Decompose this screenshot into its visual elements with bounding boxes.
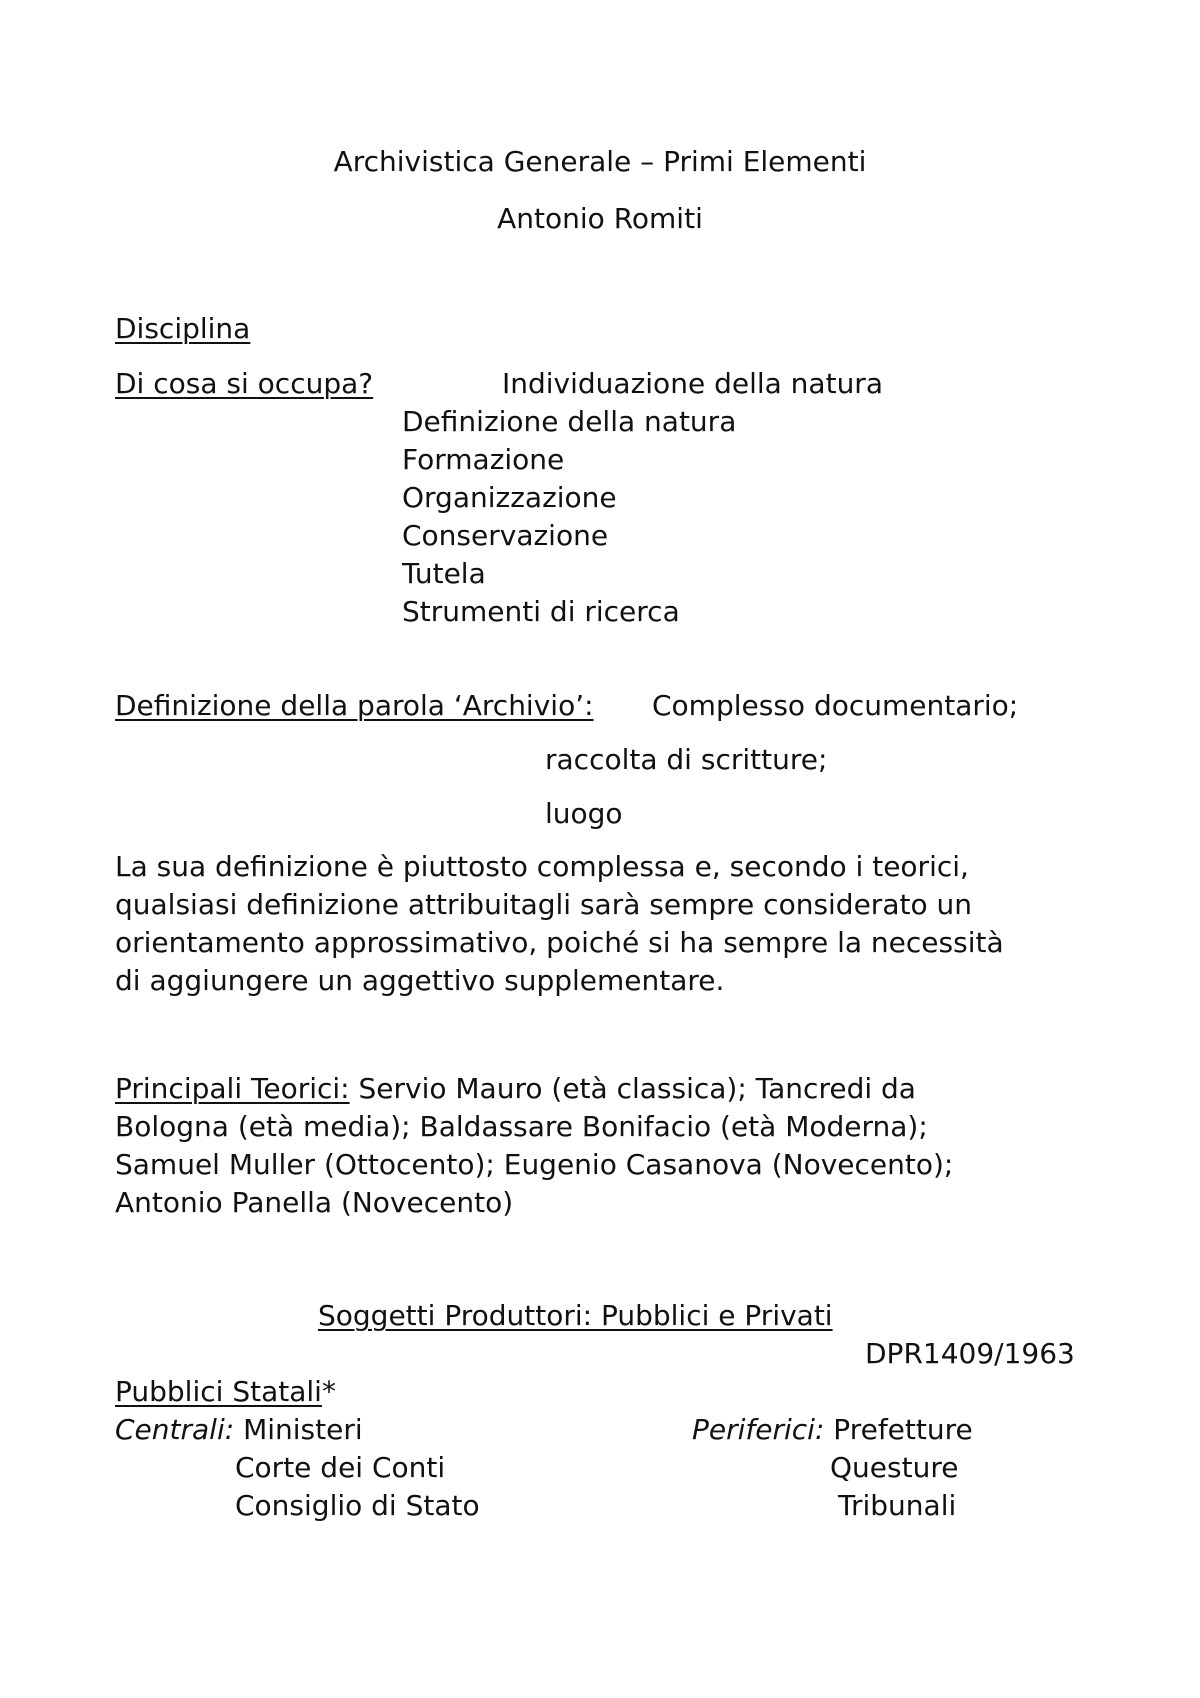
pubblici-statali-label: Pubblici Statali — [115, 1375, 322, 1408]
disciplina-item: Formazione — [402, 443, 565, 476]
definizione-paragraph-line: orientamento approssimativo, poiché si ha sempre la necessità — [115, 926, 1004, 959]
teorici-first-line — [115, 1072, 916, 1105]
centrali-item: Corte dei Conti — [235, 1451, 446, 1484]
centrali-item: Ministeri — [243, 1413, 363, 1446]
asterisk-mark: * — [321, 1375, 336, 1408]
disciplina-question: Di cosa si occupa? — [115, 367, 374, 400]
definizione-meaning: luogo — [545, 797, 623, 830]
centrali-label: Centrali: — [115, 1413, 235, 1446]
disciplina-item: Tutela — [402, 557, 486, 590]
centrali-item: Consiglio di Stato — [235, 1489, 480, 1522]
periferici-item: Questure — [830, 1451, 959, 1484]
disciplina-item: Definizione della natura — [402, 405, 737, 438]
document-title: Archivistica Generale – Primi Elementi — [333, 145, 867, 178]
periferici-label: Periferici: — [692, 1413, 825, 1446]
document-author: Antonio Romiti — [497, 202, 703, 235]
periferici-first-line — [692, 1413, 973, 1446]
pubblici-statali-line — [115, 1375, 336, 1408]
teorici-line: Servio Mauro (età classica); Tancredi da — [349, 1072, 916, 1105]
disciplina-item: Strumenti di ricerca — [402, 595, 680, 628]
disciplina-item: Conservazione — [402, 519, 609, 552]
definizione-meaning: raccolta di scritture; — [545, 743, 828, 776]
definizione-paragraph-line: qualsiasi definizione attribuitagli sarà sempre considerato un — [115, 888, 972, 921]
soggetti-reference: DPR1409/1963 — [865, 1337, 1075, 1370]
periferici-item: Tribunali — [838, 1489, 957, 1522]
disciplina-item: Individuazione della natura — [502, 367, 883, 400]
centrali-first-line — [115, 1413, 363, 1446]
definizione-label: Definizione della parola ‘Archivio’: — [115, 689, 594, 722]
section-heading-disciplina: Disciplina — [115, 312, 251, 345]
definizione-paragraph-line: di aggiungere un aggettivo supplementare. — [115, 964, 725, 997]
periferici-item: Prefetture — [833, 1413, 973, 1446]
soggetti-heading: Soggetti Produttori: Pubblici e Privati — [318, 1299, 833, 1332]
definizione-meaning: Complesso documentario; — [652, 689, 1019, 722]
definizione-paragraph-line: La sua definizione è piuttosto complessa e, secondo i teorici, — [115, 850, 969, 883]
teorici-label: Principali Teorici: — [115, 1072, 350, 1105]
disciplina-item: Organizzazione — [402, 481, 617, 514]
teorici-line: Bologna (età media); Baldassare Bonifacio (età Moderna); — [115, 1110, 928, 1143]
teorici-line: Samuel Muller (Ottocento); Eugenio Casanova (Novecento); — [115, 1148, 954, 1181]
teorici-line: Antonio Panella (Novecento) — [115, 1186, 514, 1219]
